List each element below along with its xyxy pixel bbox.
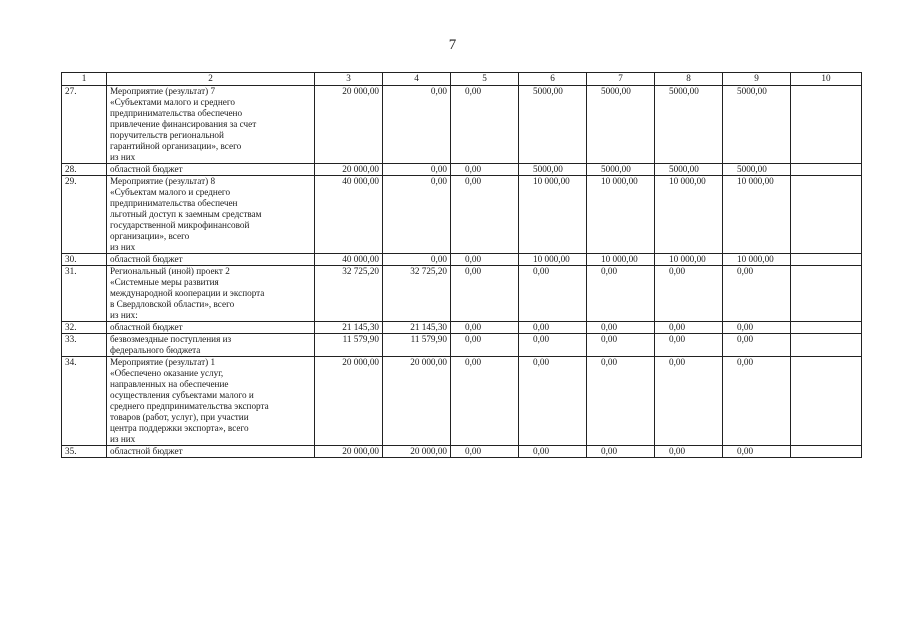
cell-c4: 0,00 bbox=[383, 86, 451, 164]
cell-c4: 20 000,00 bbox=[383, 357, 451, 446]
cell-c5: 0,00 bbox=[451, 164, 519, 176]
cell-c6: 5000,00 bbox=[519, 86, 587, 164]
cell-c7: 5000,00 bbox=[587, 164, 655, 176]
cell-c7: 0,00 bbox=[587, 357, 655, 446]
cell-c3: 20 000,00 bbox=[315, 164, 383, 176]
cell-c6: 0,00 bbox=[519, 446, 587, 458]
column-header: 10 bbox=[791, 73, 862, 86]
cell-c4: 32 725,20 bbox=[383, 266, 451, 322]
row-number: 32. bbox=[62, 322, 107, 334]
cell-c8: 5000,00 bbox=[655, 86, 723, 164]
cell-c7: 0,00 bbox=[587, 322, 655, 334]
cell-c7: 0,00 bbox=[587, 334, 655, 357]
row-description: Мероприятие (результат) 7 «Субъектами малого и среднего предпринимательства обеспечено привлечение финансирования за счет поручительств региональной гарантийной организации», всего из них bbox=[107, 86, 315, 164]
column-header: 9 bbox=[723, 73, 791, 86]
cell-c9: 0,00 bbox=[723, 334, 791, 357]
cell-c9: 0,00 bbox=[723, 322, 791, 334]
cell-c10 bbox=[791, 176, 862, 254]
row-number: 34. bbox=[62, 357, 107, 446]
cell-c4: 20 000,00 bbox=[383, 446, 451, 458]
row-number: 33. bbox=[62, 334, 107, 357]
cell-c6: 10 000,00 bbox=[519, 254, 587, 266]
cell-c10 bbox=[791, 334, 862, 357]
cell-c6: 10 000,00 bbox=[519, 176, 587, 254]
table-row bbox=[62, 176, 862, 254]
cell-c3: 20 000,00 bbox=[315, 86, 383, 164]
cell-c9: 5000,00 bbox=[723, 86, 791, 164]
column-header: 1 bbox=[62, 73, 107, 86]
table-row bbox=[62, 357, 862, 446]
row-number: 28. bbox=[62, 164, 107, 176]
table-row bbox=[62, 334, 862, 357]
row-description: областной бюджет bbox=[107, 322, 315, 334]
row-number: 31. bbox=[62, 266, 107, 322]
column-header: 2 bbox=[107, 73, 315, 86]
column-header: 8 bbox=[655, 73, 723, 86]
cell-c4: 0,00 bbox=[383, 164, 451, 176]
table-row bbox=[62, 164, 862, 176]
cell-c8: 10 000,00 bbox=[655, 254, 723, 266]
row-description: областной бюджет bbox=[107, 254, 315, 266]
cell-c4: 11 579,90 bbox=[383, 334, 451, 357]
cell-c9: 10 000,00 bbox=[723, 254, 791, 266]
row-description: Мероприятие (результат) 1 «Обеспечено оказание услуг, направленных на обеспечение осуществления субъектами малого и среднего предпринимательства экспорта товаров (работ, услуг), при участии центра поддержки экспорта», всего из них bbox=[107, 357, 315, 446]
column-header: 3 bbox=[315, 73, 383, 86]
cell-c3: 40 000,00 bbox=[315, 254, 383, 266]
column-header: 6 bbox=[519, 73, 587, 86]
cell-c5: 0,00 bbox=[451, 446, 519, 458]
cell-c8: 5000,00 bbox=[655, 164, 723, 176]
cell-c7: 10 000,00 bbox=[587, 254, 655, 266]
table-row bbox=[62, 254, 862, 266]
budget-table bbox=[61, 72, 862, 458]
cell-c3: 21 145,30 bbox=[315, 322, 383, 334]
cell-c8: 0,00 bbox=[655, 334, 723, 357]
cell-c8: 0,00 bbox=[655, 357, 723, 446]
cell-c3: 20 000,00 bbox=[315, 357, 383, 446]
cell-c5: 0,00 bbox=[451, 176, 519, 254]
cell-c9: 0,00 bbox=[723, 266, 791, 322]
cell-c3: 11 579,90 bbox=[315, 334, 383, 357]
cell-c7: 5000,00 bbox=[587, 86, 655, 164]
cell-c8: 0,00 bbox=[655, 322, 723, 334]
table-row bbox=[62, 322, 862, 334]
cell-c3: 20 000,00 bbox=[315, 446, 383, 458]
cell-c4: 0,00 bbox=[383, 176, 451, 254]
column-header: 5 bbox=[451, 73, 519, 86]
cell-c5: 0,00 bbox=[451, 266, 519, 322]
cell-c6: 0,00 bbox=[519, 357, 587, 446]
cell-c3: 32 725,20 bbox=[315, 266, 383, 322]
row-description: областной бюджет bbox=[107, 164, 315, 176]
cell-c10 bbox=[791, 322, 862, 334]
cell-c7: 10 000,00 bbox=[587, 176, 655, 254]
cell-c4: 21 145,30 bbox=[383, 322, 451, 334]
column-header: 7 bbox=[587, 73, 655, 86]
cell-c6: 0,00 bbox=[519, 322, 587, 334]
row-number: 27. bbox=[62, 86, 107, 164]
page-number: 7 bbox=[448, 37, 457, 53]
table-row bbox=[62, 266, 862, 322]
row-description: Региональный (иной) проект 2 «Системные меры развития международной кооперации и экспорта в Свердловской области», всего из них: bbox=[107, 266, 315, 322]
cell-c7: 0,00 bbox=[587, 446, 655, 458]
cell-c10 bbox=[791, 357, 862, 446]
row-number: 30. bbox=[62, 254, 107, 266]
cell-c9: 10 000,00 bbox=[723, 176, 791, 254]
cell-c5: 0,00 bbox=[451, 86, 519, 164]
cell-c9: 0,00 bbox=[723, 446, 791, 458]
cell-c9: 0,00 bbox=[723, 357, 791, 446]
cell-c9: 5000,00 bbox=[723, 164, 791, 176]
row-description: Мероприятие (результат) 8 «Субъектам малого и среднего предпринимательства обеспечен льготный доступ к заемным средствам государственной микрофинансовой организации», всего из них bbox=[107, 176, 315, 254]
cell-c7: 0,00 bbox=[587, 266, 655, 322]
row-number: 35. bbox=[62, 446, 107, 458]
column-header: 4 bbox=[383, 73, 451, 86]
cell-c8: 10 000,00 bbox=[655, 176, 723, 254]
row-description: безвозмездные поступления из федерального бюджета bbox=[107, 334, 315, 357]
cell-c5: 0,00 bbox=[451, 357, 519, 446]
cell-c6: 0,00 bbox=[519, 266, 587, 322]
table-row bbox=[62, 86, 862, 164]
cell-c5: 0,00 bbox=[451, 334, 519, 357]
cell-c5: 0,00 bbox=[451, 254, 519, 266]
cell-c6: 5000,00 bbox=[519, 164, 587, 176]
cell-c3: 40 000,00 bbox=[315, 176, 383, 254]
row-description: областной бюджет bbox=[107, 446, 315, 458]
cell-c10 bbox=[791, 254, 862, 266]
cell-c10 bbox=[791, 164, 862, 176]
cell-c6: 0,00 bbox=[519, 334, 587, 357]
cell-c10 bbox=[791, 266, 862, 322]
header-row bbox=[62, 73, 862, 86]
cell-c8: 0,00 bbox=[655, 446, 723, 458]
cell-c8: 0,00 bbox=[655, 266, 723, 322]
table-row bbox=[62, 446, 862, 458]
cell-c4: 0,00 bbox=[383, 254, 451, 266]
cell-c10 bbox=[791, 446, 862, 458]
cell-c10 bbox=[791, 86, 862, 164]
cell-c5: 0,00 bbox=[451, 322, 519, 334]
row-number: 29. bbox=[62, 176, 107, 254]
